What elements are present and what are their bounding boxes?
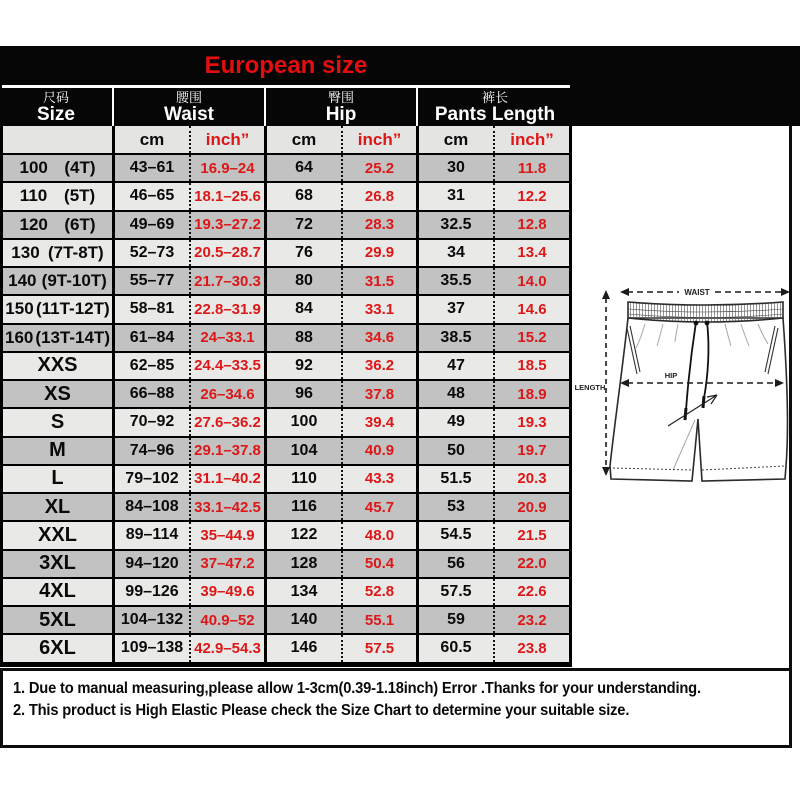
- length-cm-cell: 31: [419, 183, 495, 209]
- header-waist-zh: 腰围: [175, 89, 202, 105]
- waist-inch-cell: 19.3–27.2: [191, 212, 267, 238]
- length-inch-cell: 15.2: [495, 325, 569, 351]
- size-age-tag: (9T-10T): [41, 271, 107, 291]
- table-row: [3, 268, 569, 296]
- size-cell: [3, 212, 115, 238]
- hip-inch-cell: 33.1: [343, 296, 419, 322]
- drawstring-knot-left: [694, 321, 699, 326]
- hip-cm-cell: 68: [267, 183, 343, 209]
- size-number: 160: [4, 327, 34, 347]
- size-cell: [3, 353, 115, 379]
- waist-inch-cell: 37–47.2: [191, 551, 267, 577]
- length-inch-cell: 13.4: [495, 240, 569, 266]
- size-cell: [3, 466, 115, 492]
- hip-cm-cell: 104: [267, 438, 343, 464]
- size-number: 5XL: [39, 608, 76, 631]
- table-body: [3, 155, 569, 664]
- size-cell: [3, 409, 115, 435]
- hip-cm-cell: 80: [267, 268, 343, 294]
- header-col-pants-length: [418, 88, 572, 126]
- shorts-measurement-diagram: [575, 278, 795, 488]
- size-cell: [3, 579, 115, 605]
- size-cell: [3, 268, 115, 294]
- waist-cm-cell: 94–120: [115, 551, 191, 577]
- hip-inch-cell: 57.5: [343, 635, 419, 661]
- size-cell: [3, 296, 115, 322]
- length-cm-cell: 34: [419, 240, 495, 266]
- size-cell: [3, 635, 115, 661]
- size-age-tag: (7T-8T): [47, 242, 104, 262]
- hip-label: HIP: [664, 371, 678, 380]
- length-cm-cell: 54.5: [419, 522, 495, 548]
- length-cm-cell: 59: [419, 607, 495, 633]
- waist-cm-cell: 109–138: [115, 635, 191, 661]
- waist-inch-cell: 20.5–28.7: [191, 240, 267, 266]
- table-row: [3, 155, 569, 183]
- hip-cm-cell: 96: [267, 381, 343, 407]
- waist-inch-cell: 39–49.6: [191, 579, 267, 605]
- size-cell: [3, 381, 115, 407]
- hip-inch-cell: 45.7: [343, 494, 419, 520]
- length-inch-cell: 18.9: [495, 381, 569, 407]
- length-inch-cell: 14.6: [495, 296, 569, 322]
- hip-cm-cell: 76: [267, 240, 343, 266]
- hip-inch-cell: 52.8: [343, 579, 419, 605]
- waist-cm-cell: 49–69: [115, 212, 191, 238]
- length-cm-cell: 47: [419, 353, 495, 379]
- waist-inch-cell: 18.1–25.6: [191, 183, 267, 209]
- table-header: [0, 88, 572, 126]
- size-cell: [3, 607, 115, 633]
- hip-inch-cell: 28.3: [343, 212, 419, 238]
- length-inch-cell: 19.3: [495, 409, 569, 435]
- table-row: [3, 240, 569, 268]
- table-row: [3, 409, 569, 437]
- length-inch-cell: 22.6: [495, 579, 569, 605]
- size-number: 6XL: [39, 636, 76, 659]
- shorts-outline: [610, 318, 787, 481]
- waist-cm-cell: 74–96: [115, 438, 191, 464]
- size-cell: [3, 438, 115, 464]
- size-number: L: [51, 467, 64, 490]
- size-number: XS: [44, 382, 71, 405]
- header-size-zh: 尺码: [42, 89, 69, 105]
- table-row: [3, 438, 569, 466]
- waist-cm-cell: 104–132: [115, 607, 191, 633]
- table-row: [3, 522, 569, 550]
- length-inch-cell: 23.2: [495, 607, 569, 633]
- waist-cm-cell: 89–114: [115, 522, 191, 548]
- waist-label: WAIST: [684, 288, 710, 297]
- size-cell: [3, 155, 115, 181]
- waist-cm-cell: 52–73: [115, 240, 191, 266]
- length-inch-cell: 14.0: [495, 268, 569, 294]
- hip-cm-cell: 64: [267, 155, 343, 181]
- size-number: 3XL: [39, 552, 76, 575]
- hip-cm-cell: 88: [267, 325, 343, 351]
- size-table: [0, 126, 572, 667]
- table-row: [3, 607, 569, 635]
- length-inch-cell: 12.2: [495, 183, 569, 209]
- waist-cm-cell: 61–84: [115, 325, 191, 351]
- length-cm-cell: 49: [419, 409, 495, 435]
- page-title: European size: [204, 52, 368, 79]
- waist-arrowhead-right: [781, 288, 790, 296]
- waist-cm-cell: 62–85: [115, 353, 191, 379]
- table-row: [3, 212, 569, 240]
- size-number: 4XL: [39, 580, 76, 603]
- length-inch-cell: 23.8: [495, 635, 569, 661]
- size-age-tag: (13T-14T): [35, 327, 110, 347]
- length-cm-unit: cm: [419, 126, 495, 153]
- size-age-tag: (11T-12T): [35, 299, 110, 319]
- hip-cm-cell: 72: [267, 212, 343, 238]
- size-age-tag: (4T): [64, 158, 96, 178]
- hip-inch-cell: 40.9: [343, 438, 419, 464]
- table-row: [3, 325, 569, 353]
- length-inch-cell: 19.7: [495, 438, 569, 464]
- table-row: [3, 579, 569, 607]
- size-age-tag: (5T): [64, 186, 96, 206]
- length-cm-cell: 37: [419, 296, 495, 322]
- length-cm-cell: 38.5: [419, 325, 495, 351]
- hip-cm-cell: 84: [267, 296, 343, 322]
- hip-inch-cell: 43.3: [343, 466, 419, 492]
- table-row: [3, 635, 569, 663]
- hip-inch-cell: 29.9: [343, 240, 419, 266]
- table-row: [3, 353, 569, 381]
- length-arrowhead-top: [602, 290, 610, 299]
- waist-inch-cell: 42.9–54.3: [191, 635, 267, 661]
- length-inch-cell: 20.9: [495, 494, 569, 520]
- length-cm-cell: 56: [419, 551, 495, 577]
- hip-inch-cell: 48.0: [343, 522, 419, 548]
- unit-blank-cell: [3, 126, 115, 153]
- size-number: XXL: [38, 523, 77, 546]
- waist-inch-cell: 35–44.9: [191, 522, 267, 548]
- table-row: [3, 494, 569, 522]
- size-cell: [3, 494, 115, 520]
- waist-cm-cell: 58–81: [115, 296, 191, 322]
- size-number: 100: [19, 158, 48, 178]
- length-inch-cell: 18.5: [495, 353, 569, 379]
- size-number: 120: [19, 214, 48, 234]
- waist-cm-cell: 99–126: [115, 579, 191, 605]
- size-cell: [3, 522, 115, 548]
- size-number: 110: [19, 186, 48, 206]
- waist-inch-cell: 24–33.1: [191, 325, 267, 351]
- hip-cm-unit: cm: [267, 126, 343, 153]
- waist-inch-cell: 29.1–37.8: [191, 438, 267, 464]
- header-length-zh: 裤长: [481, 89, 508, 105]
- hip-cm-cell: 128: [267, 551, 343, 577]
- waist-cm-unit: cm: [115, 126, 191, 153]
- header-hip-en: Hip: [325, 103, 357, 125]
- size-number: XXS: [37, 354, 78, 377]
- size-number: XL: [44, 495, 71, 518]
- hip-inch-unit: inch”: [343, 126, 419, 153]
- length-cm-cell: 50: [419, 438, 495, 464]
- waist-inch-cell: 24.4–33.5: [191, 353, 267, 379]
- table-row: [3, 296, 569, 324]
- length-cm-cell: 30: [419, 155, 495, 181]
- note-2: 2. This product is High Elastic Please check the Size Chart to determine your suitable size.: [13, 702, 630, 719]
- header-col-waist: [114, 88, 266, 126]
- waist-cm-cell: 46–65: [115, 183, 191, 209]
- length-cm-cell: 53: [419, 494, 495, 520]
- drawstring-knot-right: [705, 321, 710, 326]
- length-label: LENGTH: [575, 383, 606, 392]
- waist-arrowhead-left: [620, 288, 629, 296]
- hip-inch-cell: 39.4: [343, 409, 419, 435]
- size-cell: [3, 183, 115, 209]
- header-waist-en: Waist: [164, 103, 214, 125]
- header-col-hip: [266, 88, 418, 126]
- size-number: 140: [8, 271, 37, 291]
- footer-notes: [0, 668, 792, 748]
- length-inch-unit: inch”: [495, 126, 569, 153]
- length-inch-cell: 12.8: [495, 212, 569, 238]
- size-number: S: [50, 410, 65, 433]
- waist-inch-cell: 26–34.6: [191, 381, 267, 407]
- table-row: [3, 183, 569, 211]
- hip-inch-cell: 50.4: [343, 551, 419, 577]
- hip-inch-cell: 25.2: [343, 155, 419, 181]
- waist-cm-cell: 43–61: [115, 155, 191, 181]
- length-cm-cell: 57.5: [419, 579, 495, 605]
- length-cm-cell: 48: [419, 381, 495, 407]
- waist-cm-cell: 79–102: [115, 466, 191, 492]
- length-inch-cell: 20.3: [495, 466, 569, 492]
- table-row: [3, 466, 569, 494]
- hip-cm-cell: 134: [267, 579, 343, 605]
- length-inch-cell: 11.8: [495, 155, 569, 181]
- hip-inch-cell: 55.1: [343, 607, 419, 633]
- length-cm-cell: 51.5: [419, 466, 495, 492]
- hip-cm-cell: 116: [267, 494, 343, 520]
- header-hip-zh: 臀围: [327, 89, 354, 105]
- waist-inch-cell: 40.9–52: [191, 607, 267, 633]
- waist-inch-cell: 21.7–30.3: [191, 268, 267, 294]
- waist-inch-cell: 31.1–40.2: [191, 466, 267, 492]
- waist-inch-cell: 33.1–42.5: [191, 494, 267, 520]
- waist-inch-unit: inch”: [191, 126, 267, 153]
- waist-cm-cell: 84–108: [115, 494, 191, 520]
- waist-inch-cell: 27.6–36.2: [191, 409, 267, 435]
- waist-cm-cell: 55–77: [115, 268, 191, 294]
- size-age-tag: (6T): [64, 214, 96, 234]
- length-cm-cell: 32.5: [419, 212, 495, 238]
- header-size-en: Size: [36, 103, 76, 125]
- hip-cm-cell: 122: [267, 522, 343, 548]
- size-number: 130: [11, 242, 40, 262]
- unit-subheader-row: [3, 126, 569, 155]
- size-number: M: [49, 439, 66, 462]
- hip-cm-cell: 100: [267, 409, 343, 435]
- hip-cm-cell: 110: [267, 466, 343, 492]
- size-cell: [3, 240, 115, 266]
- length-cm-cell: 60.5: [419, 635, 495, 661]
- hip-cm-cell: 92: [267, 353, 343, 379]
- length-inch-cell: 22.0: [495, 551, 569, 577]
- size-cell: [3, 551, 115, 577]
- hip-inch-cell: 34.6: [343, 325, 419, 351]
- size-cell: [3, 325, 115, 351]
- hip-inch-cell: 31.5: [343, 268, 419, 294]
- hip-inch-cell: 26.8: [343, 183, 419, 209]
- header-col-size: [0, 88, 114, 126]
- hip-inch-cell: 36.2: [343, 353, 419, 379]
- table-row: [3, 551, 569, 579]
- length-inch-cell: 21.5: [495, 522, 569, 548]
- size-number: 150: [5, 299, 34, 319]
- waist-inch-cell: 16.9–24: [191, 155, 267, 181]
- hip-cm-cell: 146: [267, 635, 343, 661]
- drawstring-right-aglet: [703, 396, 704, 408]
- hip-inch-cell: 37.8: [343, 381, 419, 407]
- length-arrowhead-bottom: [602, 467, 610, 476]
- length-cm-cell: 35.5: [419, 268, 495, 294]
- header-length-en: Pants Length: [434, 103, 556, 125]
- waist-cm-cell: 66–88: [115, 381, 191, 407]
- waist-inch-cell: 22.8–31.9: [191, 296, 267, 322]
- waist-cm-cell: 70–92: [115, 409, 191, 435]
- note-1: 1. Due to manual measuring,please allow 1-3cm(0.39-1.18inch) Error .Thanks for your understanding.: [13, 680, 701, 697]
- table-row: [3, 381, 569, 409]
- hip-cm-cell: 140: [267, 607, 343, 633]
